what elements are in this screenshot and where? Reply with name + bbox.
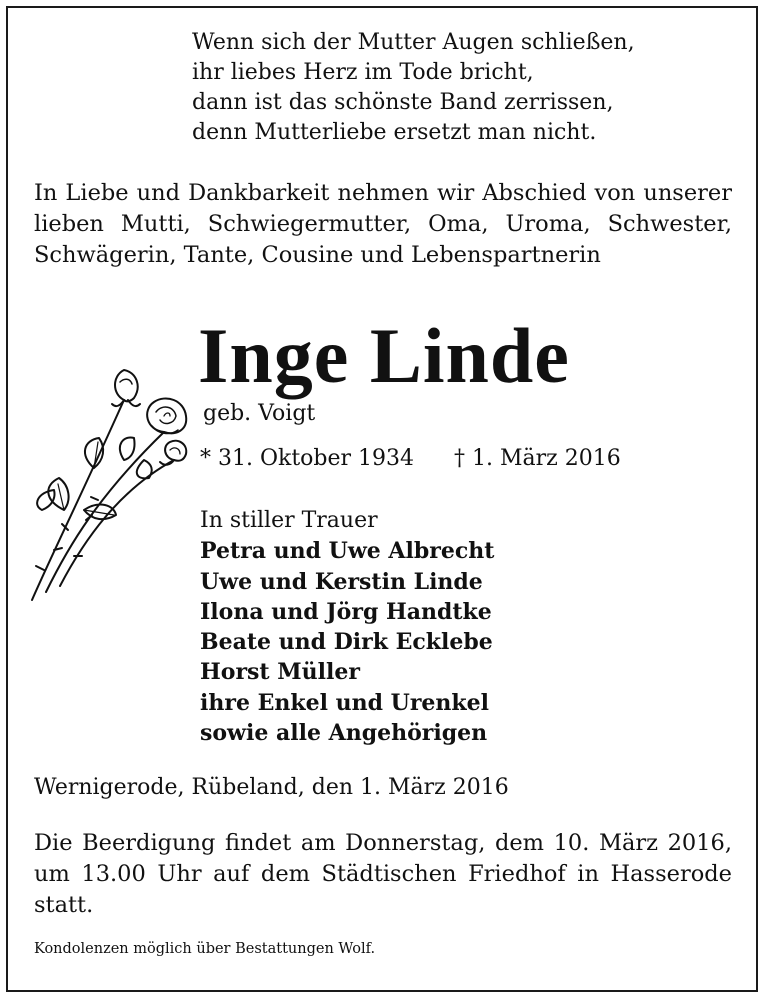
mourners-lead: In stiller Trauer <box>200 508 378 533</box>
mourner-name: Petra und Uwe Albrecht <box>200 538 495 565</box>
poem-line: Wenn sich der Mutter Augen schließen, <box>192 30 635 55</box>
life-dates <box>200 444 621 474</box>
maiden-name: geb. Voigt <box>203 401 316 426</box>
mourners-list <box>200 506 494 748</box>
mourner-name: ihre Enkel und Urenkel <box>200 689 490 716</box>
poem-line: denn Mutterliebe ersetzt man nicht. <box>192 120 597 145</box>
mourner-name: Ilona und Jörg Handtke <box>200 598 492 625</box>
memorial-poem <box>192 28 635 148</box>
death-date: † 1. März 2016 <box>454 446 621 471</box>
mourner-name: Uwe und Kerstin Linde <box>200 568 483 595</box>
condolence-note: Kondolenzen möglich über Bestattungen Wolf. <box>34 941 376 957</box>
mourner-name: Horst Müller <box>200 659 360 686</box>
poem-line: ihr liebes Herz im Tode bricht, <box>192 60 534 85</box>
birth-date: * 31. Oktober 1934 <box>200 446 415 471</box>
poem-line: dann ist das schönste Band zerrissen, <box>192 90 614 115</box>
mourner-name: sowie alle Angehörigen <box>200 720 488 747</box>
farewell-text: In Liebe und Dankbarkeit nehmen wir Abschied von unserer lieben Mutti, Schwiegermutter, Oma, Uroma, Schwester, Schwägerin, Tante, Cousine und Lebenspartnerin <box>34 180 732 268</box>
rose-icon <box>24 360 194 610</box>
funeral-info: Die Beerdigung findet am Donnerstag, dem 10. März 2016, um 13.00 Uhr auf dem Städtischen Friedhof in Hasserode statt. <box>34 830 732 918</box>
place-and-date: Wernigerode, Rübeland, den 1. März 2016 <box>34 775 509 800</box>
deceased-name: Inge Linde <box>198 312 570 399</box>
mourner-name: Beate und Dirk Ecklebe <box>200 629 493 656</box>
